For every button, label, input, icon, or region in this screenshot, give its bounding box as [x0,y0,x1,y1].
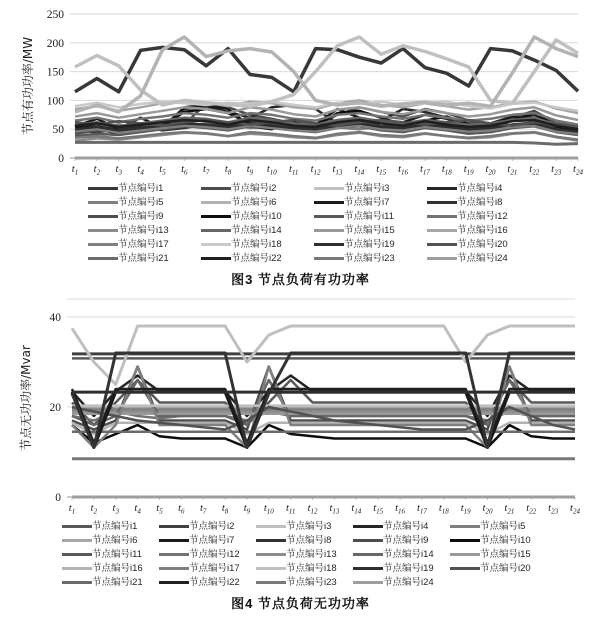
legend-line-swatch [450,525,480,528]
legend-item-i23 [256,576,353,589]
legend-line-swatch [427,215,457,218]
series-line-节点编号i21 [75,142,578,144]
legend-label: 节点编号i20 [480,563,531,574]
legend-line-swatch [256,581,286,584]
legend-line-swatch [314,243,344,246]
legend-item-i6 [62,534,159,547]
legend-line-swatch [201,215,231,218]
legend-line-swatch [314,215,344,218]
legend-line-swatch [256,539,286,542]
legend-label: 节点编号i8 [457,197,503,208]
legend-item-i14 [353,548,450,561]
legend-line-swatch [159,525,189,528]
legend-label: 节点编号i22 [189,577,240,588]
y-tick-label: 40 [49,312,61,324]
legend-item-i3 [256,520,353,533]
series-line-节点编号i8 [72,353,575,448]
legend-label: 节点编号i13 [286,549,337,560]
legend-line-swatch [201,257,231,260]
legend-label: 节点编号i16 [457,225,508,236]
x-tick-label: t10 [263,503,274,516]
legend-item-i16 [427,224,540,237]
legend-line-swatch [314,187,344,190]
legend-label: 节点编号i3 [344,183,390,194]
x-tick-label: t5 [156,503,163,516]
legend-line-swatch [88,229,118,232]
figure4-caption: 图4 节点负荷无功功率 [231,596,370,611]
legend-item-i22 [159,576,256,589]
x-tick-label: t6 [181,164,188,177]
x-tick-label: t9 [246,164,254,177]
legend-label: 节点编号i7 [344,197,390,208]
legend-label: 节点编号i4 [383,521,429,532]
legend-line-swatch [353,553,383,556]
y-tick-label: 250 [46,9,64,21]
x-tick-label: t7 [203,164,210,177]
legend-item-i23 [314,252,427,265]
x-tick-label: t22 [526,503,537,516]
x-tick-label: t13 [332,164,343,177]
legend-line-swatch [353,539,383,542]
x-tick-label: t8 [224,164,232,177]
legend-item-i11 [314,210,427,223]
legend-item-i2 [201,182,314,195]
legend-item-i10 [450,534,547,547]
y-tick-label: 100 [46,95,64,108]
y-tick-label: 150 [46,66,64,79]
x-tick-label: t3 [112,503,119,516]
legend-item-i7 [314,196,427,209]
legend-item-i21 [88,252,201,265]
legend-item-i15 [314,224,427,237]
legend-line-swatch [450,567,480,570]
legend-label: 节点编号i19 [344,239,395,250]
legend-line-swatch [427,243,457,246]
legend-line-swatch [88,257,118,260]
legend-label: 节点编号i13 [118,225,169,236]
legend-item-i1 [88,182,201,195]
legend-line-swatch [201,229,231,232]
legend-item-i8 [256,534,353,547]
legend-item-i5 [88,196,201,209]
legend-label: 节点编号i14 [383,549,434,560]
x-tick-label: t23 [548,503,559,516]
legend-item-i11 [62,548,159,561]
legend-item-i7 [159,534,256,547]
figure4-reactive-power [0,295,601,612]
legend-label: 节点编号i17 [189,563,240,574]
legend-line-swatch [353,525,383,528]
legend-label: 节点编号i19 [383,563,434,574]
legend-item-i19 [353,562,450,575]
legend-label: 节点编号i12 [189,549,240,560]
legend-label: 节点编号i24 [383,577,434,588]
x-tick-label: t11 [288,164,299,177]
x-tick-label: t24 [570,503,580,516]
legend-line-swatch [88,243,118,246]
legend-line-swatch [159,539,189,542]
legend-item-i5 [450,520,547,533]
legend-label: 节点编号i20 [457,239,508,250]
x-tick-label: t12 [310,164,321,177]
legend-item-i4 [353,520,450,533]
legend-label: 节点编号i1 [118,183,164,194]
legend-line-swatch [427,187,457,190]
legend-label: 节点编号i22 [231,253,282,264]
legend-item-i19 [314,238,427,251]
legend-label: 节点编号i12 [457,211,508,222]
legend-line-swatch [256,567,286,570]
x-tick-label: t2 [93,164,101,177]
legend-label: 节点编号i1 [92,521,138,532]
legend-label: 节点编号i16 [92,563,143,574]
legend-label: 节点编号i9 [118,211,164,222]
legend-item-i18 [256,562,353,575]
legend-label: 节点编号i6 [92,535,138,546]
legend-label: 节点编号i21 [118,253,169,264]
legend-item-i21 [62,576,159,589]
x-tick-label: t9 [243,503,251,516]
active-power-line-chart [0,3,601,179]
legend-label: 节点编号i23 [344,253,395,264]
x-tick-label: t15 [373,503,384,516]
legend-item-i4 [427,182,540,195]
legend-item-i6 [201,196,314,209]
legend-line-swatch [314,257,344,260]
y-tick-label: 50 [52,124,64,137]
legend-line-swatch [62,553,92,556]
legend-label: 节点编号i10 [231,211,282,222]
legend-item-i10 [201,210,314,223]
legend-line-swatch [256,553,286,556]
legend-label: 节点编号i21 [92,577,143,588]
x-tick-label: t14 [354,164,365,177]
legend-label: 节点编号i2 [189,521,235,532]
legend-line-swatch [353,567,383,570]
legend-line-swatch [159,581,189,584]
legend-line-swatch [427,201,457,204]
legend-label: 节点编号i15 [344,225,395,236]
reactive-power-line-chart [0,295,601,517]
legend-line-swatch [88,215,118,218]
x-tick-label: t11 [285,503,296,516]
figure3-active-power [0,3,601,288]
legend-item-i18 [201,238,314,251]
legend-item-i9 [88,210,201,223]
x-tick-label: t17 [416,503,427,516]
legend-item-i15 [450,548,547,561]
y-tick-label: 20 [49,402,61,414]
x-tick-label: t5 [159,164,166,177]
legend-item-i14 [201,224,314,237]
active-power-legend [88,182,601,265]
legend-label: 节点编号i2 [231,183,277,194]
legend-line-swatch [427,257,457,260]
legend-line-swatch [314,229,344,232]
x-tick-label: t6 [178,503,185,516]
legend-label: 节点编号i5 [118,197,164,208]
legend-label: 节点编号i23 [286,577,337,588]
x-tick-label: t21 [504,503,515,516]
legend-label: 节点编号i5 [480,521,526,532]
legend-item-i22 [201,252,314,265]
x-tick-label: t2 [90,503,98,516]
x-tick-label: t8 [221,503,229,516]
legend-label: 节点编号i7 [189,535,235,546]
legend-item-i3 [314,182,427,195]
x-tick-label: t16 [398,164,409,177]
legend-label: 节点编号i8 [286,535,332,546]
y-tick-label: 0 [55,492,61,504]
legend-line-swatch [450,539,480,542]
legend-line-swatch [159,553,189,556]
legend-label: 节点编号i18 [286,563,337,574]
legend-label: 节点编号i3 [286,521,332,532]
x-tick-label: t16 [395,503,406,516]
legend-label: 节点编号i9 [383,535,429,546]
reactive-power-legend [62,520,601,589]
legend-item-i13 [88,224,201,237]
legend-item-i24 [427,252,540,265]
legend-label: 节点编号i18 [231,239,282,250]
legend-label: 节点编号i4 [457,183,503,194]
legend-line-swatch [201,201,231,204]
legend-item-i17 [88,238,201,251]
legend-item-i12 [159,548,256,561]
legend-line-swatch [62,567,92,570]
legend-item-i24 [353,576,450,589]
legend-item-i17 [159,562,256,575]
legend-line-swatch [88,201,118,204]
x-tick-label: t19 [460,503,471,516]
legend-line-swatch [62,539,92,542]
legend-line-swatch [353,581,383,584]
x-tick-label: t20 [485,164,496,177]
y-tick-label: 200 [46,37,64,50]
figure3-caption: 图3 节点负荷有功功率 [231,272,370,287]
legend-label: 节点编号i24 [457,253,508,264]
x-tick-label: t23 [551,164,562,177]
legend-item-i8 [427,196,540,209]
legend-label: 节点编号i11 [92,549,142,560]
y-tick-label: 0 [58,153,64,165]
y-axis-title: 节点有功功率/MW [21,36,35,136]
y-axis-title: 节点无功功率/Mvar [19,345,33,451]
x-tick-label: t14 [351,503,362,516]
x-tick-label: t24 [573,164,583,177]
legend-item-i2 [159,520,256,533]
legend-line-swatch [62,525,92,528]
legend-label: 节点编号i6 [231,197,277,208]
legend-item-i20 [450,562,547,575]
x-tick-label: t1 [71,164,79,177]
legend-line-swatch [159,567,189,570]
legend-line-swatch [62,581,92,584]
legend-line-swatch [88,187,118,190]
x-tick-label: t3 [115,164,122,177]
legend-label: 节点编号i15 [480,549,531,560]
x-tick-label: t18 [438,503,449,516]
x-tick-label: t10 [266,164,277,177]
x-tick-label: t4 [137,164,144,177]
legend-item-i12 [427,210,540,223]
legend-label: 节点编号i17 [118,239,169,250]
legend-line-swatch [427,229,457,232]
legend-item-i9 [353,534,450,547]
x-tick-label: t15 [376,164,387,177]
legend-item-i20 [427,238,540,251]
legend-label: 节点编号i10 [480,535,531,546]
x-tick-label: t22 [529,164,540,177]
x-tick-label: t4 [134,503,141,516]
legend-line-swatch [201,187,231,190]
legend-label: 节点编号i14 [231,225,282,236]
x-tick-label: t13 [329,503,340,516]
x-tick-label: t19 [463,164,474,177]
x-tick-label: t18 [441,164,452,177]
legend-line-swatch [450,553,480,556]
x-tick-label: t21 [507,164,518,177]
legend-item-i13 [256,548,353,561]
x-tick-label: t20 [482,503,493,516]
x-tick-label: t12 [307,503,318,516]
legend-item-i16 [62,562,159,575]
legend-item-i1 [62,520,159,533]
legend-line-swatch [314,201,344,204]
legend-line-swatch [256,525,286,528]
legend-line-swatch [201,243,231,246]
legend-label: 节点编号i11 [344,211,394,222]
x-tick-label: t1 [68,503,76,516]
x-tick-label: t7 [200,503,207,516]
x-tick-label: t17 [419,164,430,177]
